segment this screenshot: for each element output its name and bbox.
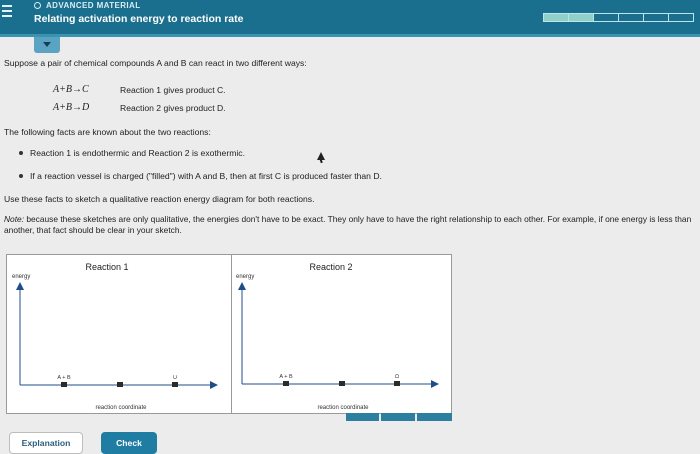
reaction-2-start-label: A + B (279, 374, 293, 380)
fact-1: Reaction 1 is endothermic and Reaction 2 is exothermic. (30, 148, 245, 158)
reaction-2-start-marker[interactable] (283, 381, 289, 386)
reaction-2-equation: A+B→D (53, 102, 90, 113)
reaction-1-start-label: A + B (57, 375, 71, 381)
y-axis-arrow-icon (16, 282, 24, 290)
reaction-2-middle-marker[interactable] (339, 381, 345, 386)
reaction-2-title: Reaction 2 (309, 262, 353, 272)
reaction-2-end-label: D (395, 374, 401, 378)
note-text: because these sketches are only qualitative, the energies don't have to be exact. They only have to have the right relationship to each other. For example, if one energy is less than another, that fact should be clear in your sketch. (4, 214, 692, 235)
reaction-1-panel[interactable] (12, 262, 218, 411)
reaction-2-description: Reaction 2 gives product D. (120, 103, 226, 113)
reaction-1-start-marker[interactable] (61, 382, 67, 387)
toolbar-button[interactable] (346, 413, 379, 421)
reaction-2-panel[interactable] (236, 262, 439, 411)
intro-text: Suppose a pair of chemical compounds A and B can react in two different ways: (4, 58, 307, 68)
check-button[interactable]: Check (101, 432, 157, 454)
reaction-2-y-label: energy (236, 274, 255, 280)
reaction-1-x-label: reaction coordinate (95, 405, 147, 411)
reaction-1-end-marker[interactable] (172, 382, 178, 387)
toolbar-button[interactable] (381, 413, 415, 421)
reaction-2-x-label: reaction coordinate (317, 405, 369, 411)
reaction-1-title: Reaction 1 (85, 262, 129, 272)
reaction-1-end-label: C (173, 375, 179, 379)
reaction-1-equation: A+B→C (53, 84, 89, 95)
reaction-1-middle-marker[interactable] (117, 382, 123, 387)
topic-title: Relating activation energy to reaction rate (34, 13, 244, 25)
y-axis-arrow-icon (238, 282, 246, 290)
task-text: Use these facts to sketch a qualitative reaction energy diagram for both reactions. (4, 194, 315, 204)
reaction-1-description: Reaction 1 gives product C. (120, 85, 226, 95)
toolbar-button[interactable] (417, 413, 452, 421)
explanation-button[interactable]: Explanation (9, 432, 83, 454)
reaction-1-y-label: energy (12, 274, 31, 280)
x-axis-arrow-icon (210, 381, 218, 389)
x-axis-arrow-icon (431, 380, 439, 388)
facts-intro: The following facts are known about the two reactions: (4, 127, 211, 137)
fact-2: If a reaction vessel is charged ("filled") with A and B, then at first C is produced faster than D. (30, 171, 382, 181)
module-label: ADVANCED MATERIAL (46, 1, 141, 10)
reaction-2-end-marker[interactable] (394, 381, 400, 386)
note-label: Note: (4, 214, 25, 224)
